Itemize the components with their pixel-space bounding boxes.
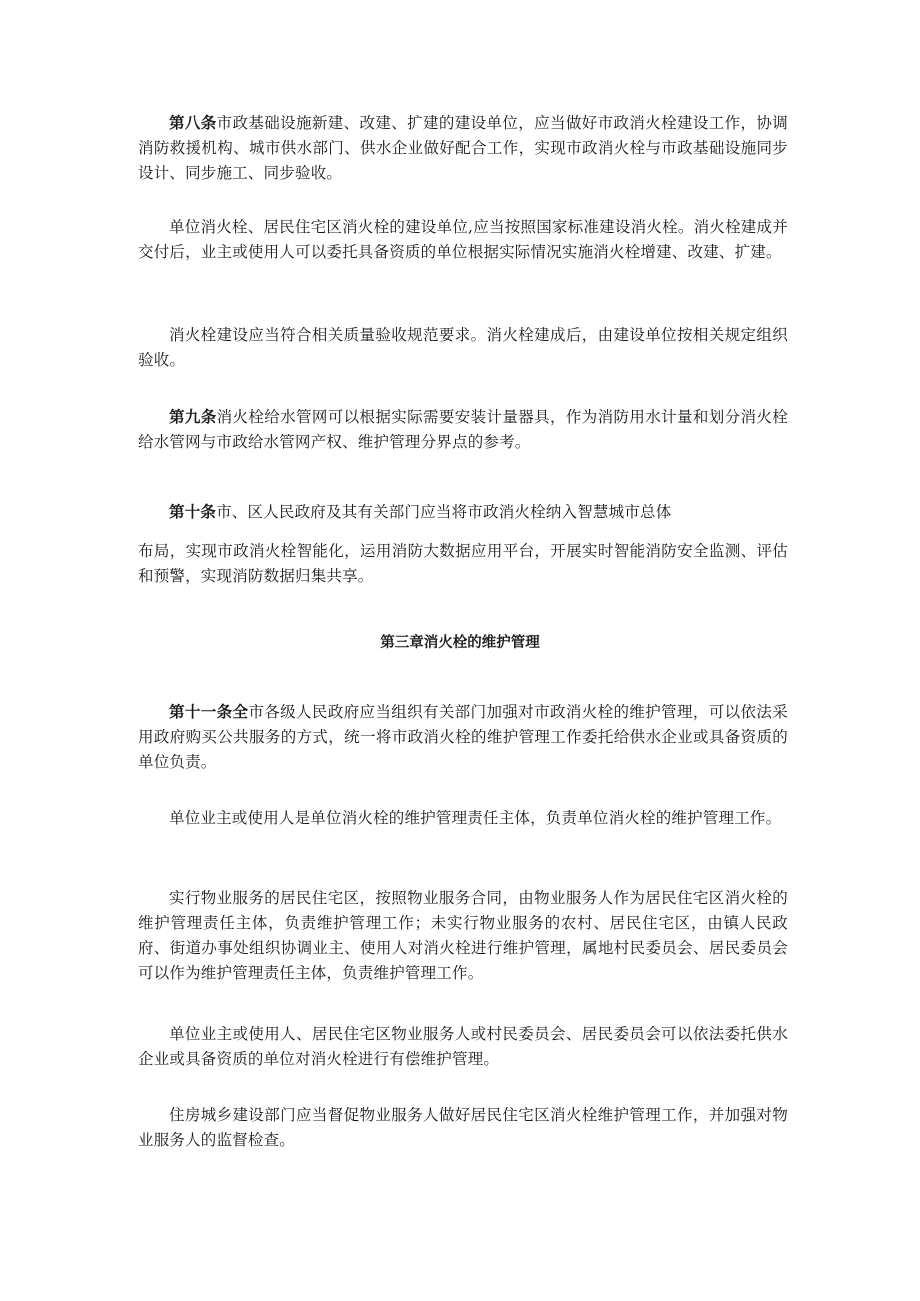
article-11-text: 市各级人民政府应当组织有关部门加强对市政消火栓的维护管理，可以依法采用政府购买公共服务的方式，统一将市政消火栓的维护管理工作委托给供水企业或具备资质的单位负责。 <box>138 703 788 771</box>
chapter-3-heading: 第三章消火栓的维护管理 <box>380 635 540 651</box>
residential-paragraph <box>138 886 788 986</box>
acceptance-paragraph <box>138 323 788 373</box>
article-9-paragraph <box>138 405 788 455</box>
article-10-paragraph <box>138 500 788 525</box>
residential-text: 实行物业服务的居民住宅区，按照物业服务合同，由物业服务人作为居民住宅区消火栓的维护管理责任主体，负责维护管理工作；未实行物业服务的农村、居民住宅区，由镇人民政府、街道办事处组织协调业主、使用人对消火栓进行维护管理，属地村民委员会、居民委员会可以作为维护管理责任主体，负责维护管理工作。 <box>138 889 788 982</box>
article-8-text: 市政基础设施新建、改建、扩建的建设单位，应当做好市政消火栓建设工作，协调消防救援机构、城市供水部门、供水企业做好配合工作，实现市政消火栓与市政基础设施同步设计、同步施工、同步验收。 <box>138 114 789 182</box>
article-9-text: 消火栓给水管网可以根据实际需要安装计量器具，作为消防用水计量和划分消火栓给水管网与市政给水管网产权、维护管理分界点的参考。 <box>138 408 789 451</box>
article-11-paragraph <box>138 700 788 775</box>
hydrant-construction-paragraph <box>138 215 788 265</box>
article-11-lead: 第十一条全 <box>169 703 249 721</box>
supervision-paragraph <box>138 1103 788 1153</box>
acceptance-text: 消火栓建设应当符合相关质量验收规范要求。消火栓建成后，由建设单位按相关规定组织验收。 <box>138 326 788 369</box>
entrust-paragraph <box>138 1022 788 1072</box>
supervision-text: 住房城乡建设部门应当督促物业服务人做好居民住宅区消火栓维护管理工作，并加强对物业服务人的监督检查。 <box>138 1106 788 1149</box>
unit-owner-paragraph <box>138 806 788 831</box>
article-10-continuation <box>138 539 788 589</box>
hydrant-construction-text: 单位消火栓、居民住宅区消火栓的建设单位,应当按照国家标准建设消火栓。消火栓建成并交付后，业主或使用人可以委托具备资质的单位根据实际情况实施消火栓增建、改建、扩建。 <box>138 218 788 261</box>
article-10-continuation-text: 布局，实现市政消火栓智能化，运用消防大数据应用平台，开展实时智能消防安全监测、评估和预警，实现消防数据归集共享。 <box>138 542 788 585</box>
entrust-text: 单位业主或使用人、居民住宅区物业服务人或村民委员会、居民委员会可以依法委托供水企业或具备资质的单位对消火栓进行有偿维护管理。 <box>138 1025 788 1068</box>
article-10-lead: 第十条 <box>169 503 217 521</box>
article-10-text: 市、区人民政府及其有关部门应当将市政消火栓纳入智慧城市总体 <box>216 503 672 521</box>
unit-owner-text: 单位业主或使用人是单位消火栓的维护管理责任主体，负责单位消火栓的维护管理工作。 <box>169 809 782 827</box>
article-8-paragraph <box>138 111 788 186</box>
article-8-lead: 第八条 <box>169 114 217 132</box>
article-9-lead: 第九条 <box>169 408 217 426</box>
